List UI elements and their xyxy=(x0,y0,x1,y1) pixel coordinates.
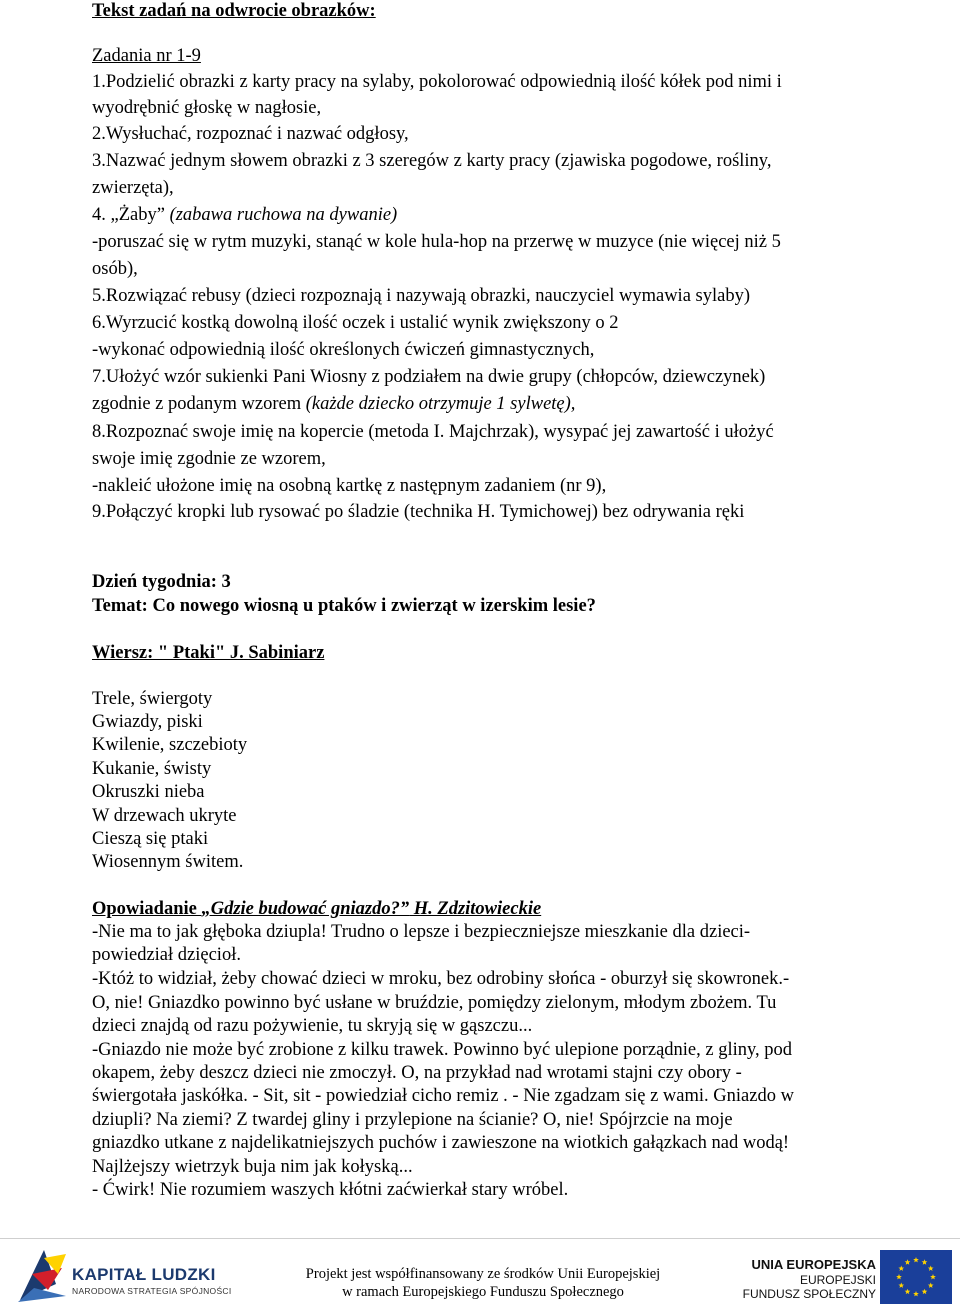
task-line: -wykonać odpowiednią ilość określonych ćwiczeń gimnastycznych, xyxy=(92,340,595,360)
eu-union-label: UNIA EUROPEJSKA xyxy=(751,1257,876,1272)
topic-line: Temat: Co nowego wiosną u ptaków i zwierząt w izerskim lesie? xyxy=(92,596,596,616)
story-line: Najlżejszy wietrzyk buja nim jak kołyską... xyxy=(92,1157,413,1177)
story-line: gniazdko utkane z najdelikatniejszych puchów i zawieszone na wiotkich gałązkach nad wodą! xyxy=(92,1133,790,1153)
story-heading-label: Opowiadanie xyxy=(92,899,202,919)
task-line: 5.Rozwiązać rebusy (dzieci rozpoznają i nazywają obrazki, nauczyciel wymawia sylaby) xyxy=(92,286,750,306)
task-4-name: 4. „Żaby” xyxy=(92,205,170,225)
task-7-note: (każde dziecko otrzymuje 1 sylwetę), xyxy=(305,394,576,414)
tasks-heading: Zadania nr 1-9 xyxy=(92,46,201,66)
poem-heading: Wiersz: " Ptaki" J. Sabiniarz xyxy=(92,643,325,663)
task-line: -poruszać się w rytm muzyki, stanąć w kole hula-hop na przerwę w muzyce (nie więcej niż 5 xyxy=(92,232,781,252)
kapital-ludzki-subtitle: NARODOWA STRATEGIA SPÓJNOŚCI xyxy=(72,1286,232,1296)
task-line: 2.Wysłuchać, rozpoznać i nazwać odgłosy, xyxy=(92,124,409,144)
poem-line: Trele, świergoty xyxy=(92,689,213,709)
story-line: -Nie ma to jak głęboka dziupla! Trudno o lepsze i bezpieczniejsze mieszkanie dla dzieci- xyxy=(92,922,751,942)
page-title: Tekst zadań na odwrocie obrazków: xyxy=(92,1,376,21)
task-line: 8.Rozpoznać swoje imię na kopercie (metoda I. Majchrzak), wysypać jej zawartość i ułożyć xyxy=(92,422,774,442)
poem-line: W drzewach ukryte xyxy=(92,806,237,826)
story-author: H. Zdzitowieckie xyxy=(409,899,542,919)
task-line: 1.Podzielić obrazki z karty pracy na sylaby, pokolorować odpowiednią ilość kółek pod nimi i xyxy=(92,72,782,92)
task-line: swoje imię zgodnie ze wzorem, xyxy=(92,449,326,469)
task-7-text: zgodnie z podanym wzorem xyxy=(92,394,306,414)
kapital-ludzki-title: KAPITAŁ LUDZKI xyxy=(72,1265,216,1284)
story-title: „Gdzie budować gniazdo?” xyxy=(201,899,410,919)
eu-fund-label-2: FUNDUSZ SPOŁECZNY xyxy=(742,1287,876,1301)
day-line: Dzień tygodnia: 3 xyxy=(92,572,231,592)
task-line: zwierzęta), xyxy=(92,178,174,198)
project-funding-line-1: Projekt jest współfinansowany ze środków Unii Europejskiej xyxy=(305,1266,661,1282)
task-line: -nakleić ułożone imię na osobną kartkę z następnym zadaniem (nr 9), xyxy=(92,476,607,496)
story-line: dzieci znajdą od razu pożywienie, tu skryją się w gąszczu... xyxy=(92,1016,533,1036)
project-funding-line-2: w ramach Europejskiego Funduszu Społecznego xyxy=(342,1284,624,1300)
story-line: -Gniazdo nie może być zrobione z kilku trawek. Powinno być ulepione porządnie, z gliny, pod xyxy=(92,1040,793,1060)
poem-line: Wiosennym świtem. xyxy=(92,852,244,872)
task-line: 9.Połączyć kropki lub rysować po śladzie (technika H. Tymichowej) bez odrywania ręki xyxy=(92,502,745,522)
story-line: okapem, żeby deszcz dzieci nie zmoczył. O, na przykład nad wrotami stajni czy obory - xyxy=(92,1063,742,1083)
story-line: - Ćwirk! Nie rozumiem waszych kłótni zaćwierkał stary wróbel. xyxy=(92,1180,569,1200)
task-line: osób), xyxy=(92,259,138,279)
footer-divider xyxy=(0,1238,960,1239)
story-line: -Któż to widział, żeby chować dzieci w mroku, bez odrobiny słońca - oburzył się skowronek.- xyxy=(92,969,790,989)
task-line: 7.Ułożyć wzór sukienki Pani Wiosny z podziałem na dwie grupy (chłopców, dziewczynek) xyxy=(92,367,766,387)
task-4-note: (zabawa ruchowa na dywanie) xyxy=(169,205,398,225)
story-heading xyxy=(92,898,541,921)
story-line: świergotała jaskółka. - Sit, sit - powiedział cicho remiz . - Nie zgadzam się z wami. Gniazdo w xyxy=(92,1086,794,1106)
task-line: 3.Nazwać jednym słowem obrazki z 3 szeregów z karty pracy (zjawiska pogodowe, rośliny, xyxy=(92,151,772,171)
task-line: 6.Wyrzucić kostką dowolną ilość oczek i ustalić wynik zwiększony o 2 xyxy=(92,313,619,333)
poem-line: Kwilenie, szczebioty xyxy=(92,735,248,755)
story-line: O, nie! Gniazdko powinno być usłane w bruździe, pomiędzy zielonym, młodym zbożem. Tu xyxy=(92,993,777,1013)
poem-line: Gwiazdy, piski xyxy=(92,712,203,732)
task-line: wyodrębnić głoskę w nagłosie, xyxy=(92,98,322,118)
task-4-line xyxy=(92,204,397,227)
poem-line: Kukanie, świsty xyxy=(92,759,212,779)
eu-flag-icon xyxy=(880,1250,952,1304)
eu-fund-label-1: EUROPEJSKI xyxy=(799,1273,876,1287)
task-7-line-2 xyxy=(92,393,575,416)
poem-line: Cieszą się ptaki xyxy=(92,829,209,849)
story-line: dziupli? Na ziemi? Z twardej gliny i przylepione na ścianie? O, nie! Spójrzcie na moje xyxy=(92,1110,733,1130)
story-line: powiedział dzięcioł. xyxy=(92,945,241,965)
poem-line: Okruszki nieba xyxy=(92,782,205,802)
